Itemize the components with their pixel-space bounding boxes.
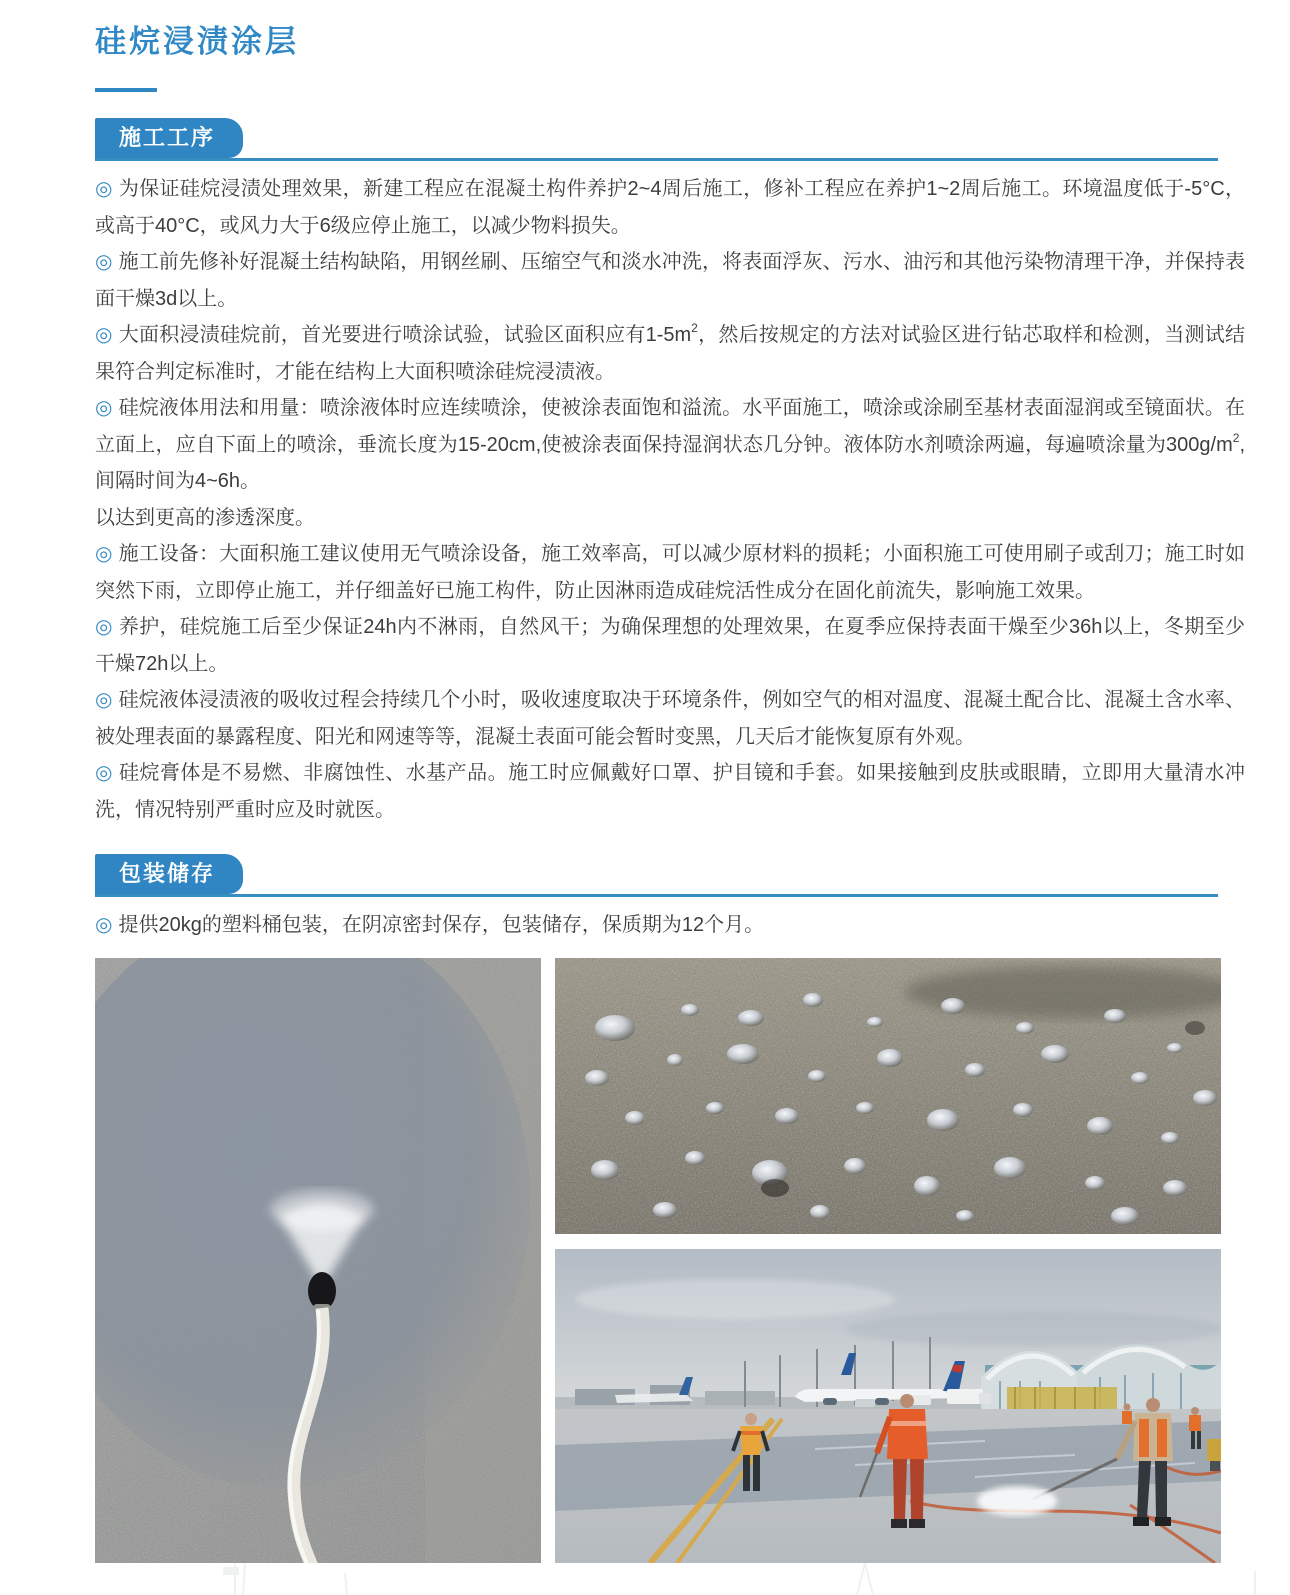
next-page-faint-preview — [95, 1563, 1290, 1595]
section-body — [95, 897, 1245, 944]
photo-airport-apron-spraying — [555, 1249, 1221, 1563]
bullet-icon: ◎ — [95, 616, 113, 638]
section-1 — [95, 118, 1290, 828]
paragraph: ◎ 大面积浸渍硅烷前，首光要进行喷涂试验，试验区面积应有$1-5m^2$，然后按规定的方法对试验区进行钻芯取样和检测，当测试结果符合判定标准时，才能在结构上大面积喷涂硅烷浸渍液。 — [95, 321, 1245, 383]
bullet-icon: ◎ — [95, 914, 113, 936]
title-underline — [95, 88, 157, 92]
photo-right-column — [555, 958, 1221, 1563]
section-header-rule — [95, 854, 1218, 897]
paragraph: ◎ 硅烷膏体是不易燃、非腐蚀性、水基产品。施工时应佩戴好口罩、护目镜和手套。如果接触到皮肤或眼睛，立即用大量清水冲洗，情况特别严重时应及时就医。 — [95, 762, 1246, 821]
section-body — [95, 161, 1245, 828]
bullet-icon: ◎ — [95, 762, 113, 784]
paragraph: ◎ 硅烷液体浸渍液的吸收过程会持续几个小时，吸收速度取决于环境条件，例如空气的相对温度、混凝土配合比、混凝土含水率、被处理表面的暴露程度、阳光和网速等等，混凝土表面可能会暂时变黑，几天后才能恢复原有外观。 — [95, 689, 1246, 748]
paragraph: ◎ 施工设备：大面积施工建议使用无气喷涂设备，施工效率高，可以减少原材料的损耗；小面积施工可使用刷子或刮刀；施工时如突然下雨，立即停止施工，并仔细盖好已施工构件，防止因淋雨造成硅烷活性成分在固化前流失，影响施工效果。 — [95, 543, 1246, 602]
bullet-icon: ◎ — [95, 689, 113, 711]
bullet-icon: ◎ — [95, 397, 113, 419]
photo-grid — [95, 958, 1221, 1563]
paragraph: ◎ 养护，硅烷施工后至少保证24h内不淋雨，自然风干；为确保理想的处理效果，在夏季应保持表面干燥至少36h以上，冬期至少干燥72h以上。 — [95, 616, 1245, 675]
bullet-icon: ◎ — [95, 178, 113, 200]
paragraph: ◎ 施工前先修补好混凝土结构缺陷，用钢丝刷、压缩空气和淡水冲洗，将表面浮灰、污水、油污和其他污染物清理干净，并保持表面干燥3d以上。 — [95, 251, 1246, 310]
bullet-icon: ◎ — [95, 543, 113, 565]
bullet-icon: ◎ — [95, 251, 113, 273]
section-2 — [95, 854, 1290, 944]
photo-silane-spray-on-wall — [95, 958, 541, 1563]
paragraph: ◎ 为保证硅烷浸渍处理效果，新建工程应在混凝土构件养护2~4周后施工，修补工程应在养护1~2周后施工。环境温度低于-5°C，或高于40°C，或风力大于6级应停止施工，以减少物料损失。 — [95, 178, 1246, 237]
paragraph: ◎ 硅烷液体用法和用量：喷涂液体时应连续喷涂，使被涂表面饱和溢流。水平面施工，喷涂或涂刷至基材表面湿润或至镜面状。在立面上，应自下面上的喷涂，垂流长度为15-20cm,使被涂表面保持湿润状态几分钟。液体防水剂喷涂两遍，每遍喷涂量为$300g/m^2$,间隔时间为4~6h。 — [95, 397, 1246, 492]
paragraph: ◎ 提供20kg的塑料桶包装，在阴凉密封保存，包装储存，保质期为12个月。 — [95, 914, 765, 936]
section-heading-badge: 包装储存 — [95, 854, 243, 894]
photo-water-beading-on-concrete — [555, 958, 1221, 1234]
page-title: 硅烷浸渍涂层 — [95, 24, 299, 59]
sections-container — [95, 118, 1290, 944]
bullet-icon: ◎ — [95, 324, 113, 346]
paragraph: 以达到更高的渗透深度。 — [95, 506, 315, 529]
section-heading-badge: 施工工序 — [95, 118, 243, 158]
section-header-rule — [95, 118, 1218, 161]
